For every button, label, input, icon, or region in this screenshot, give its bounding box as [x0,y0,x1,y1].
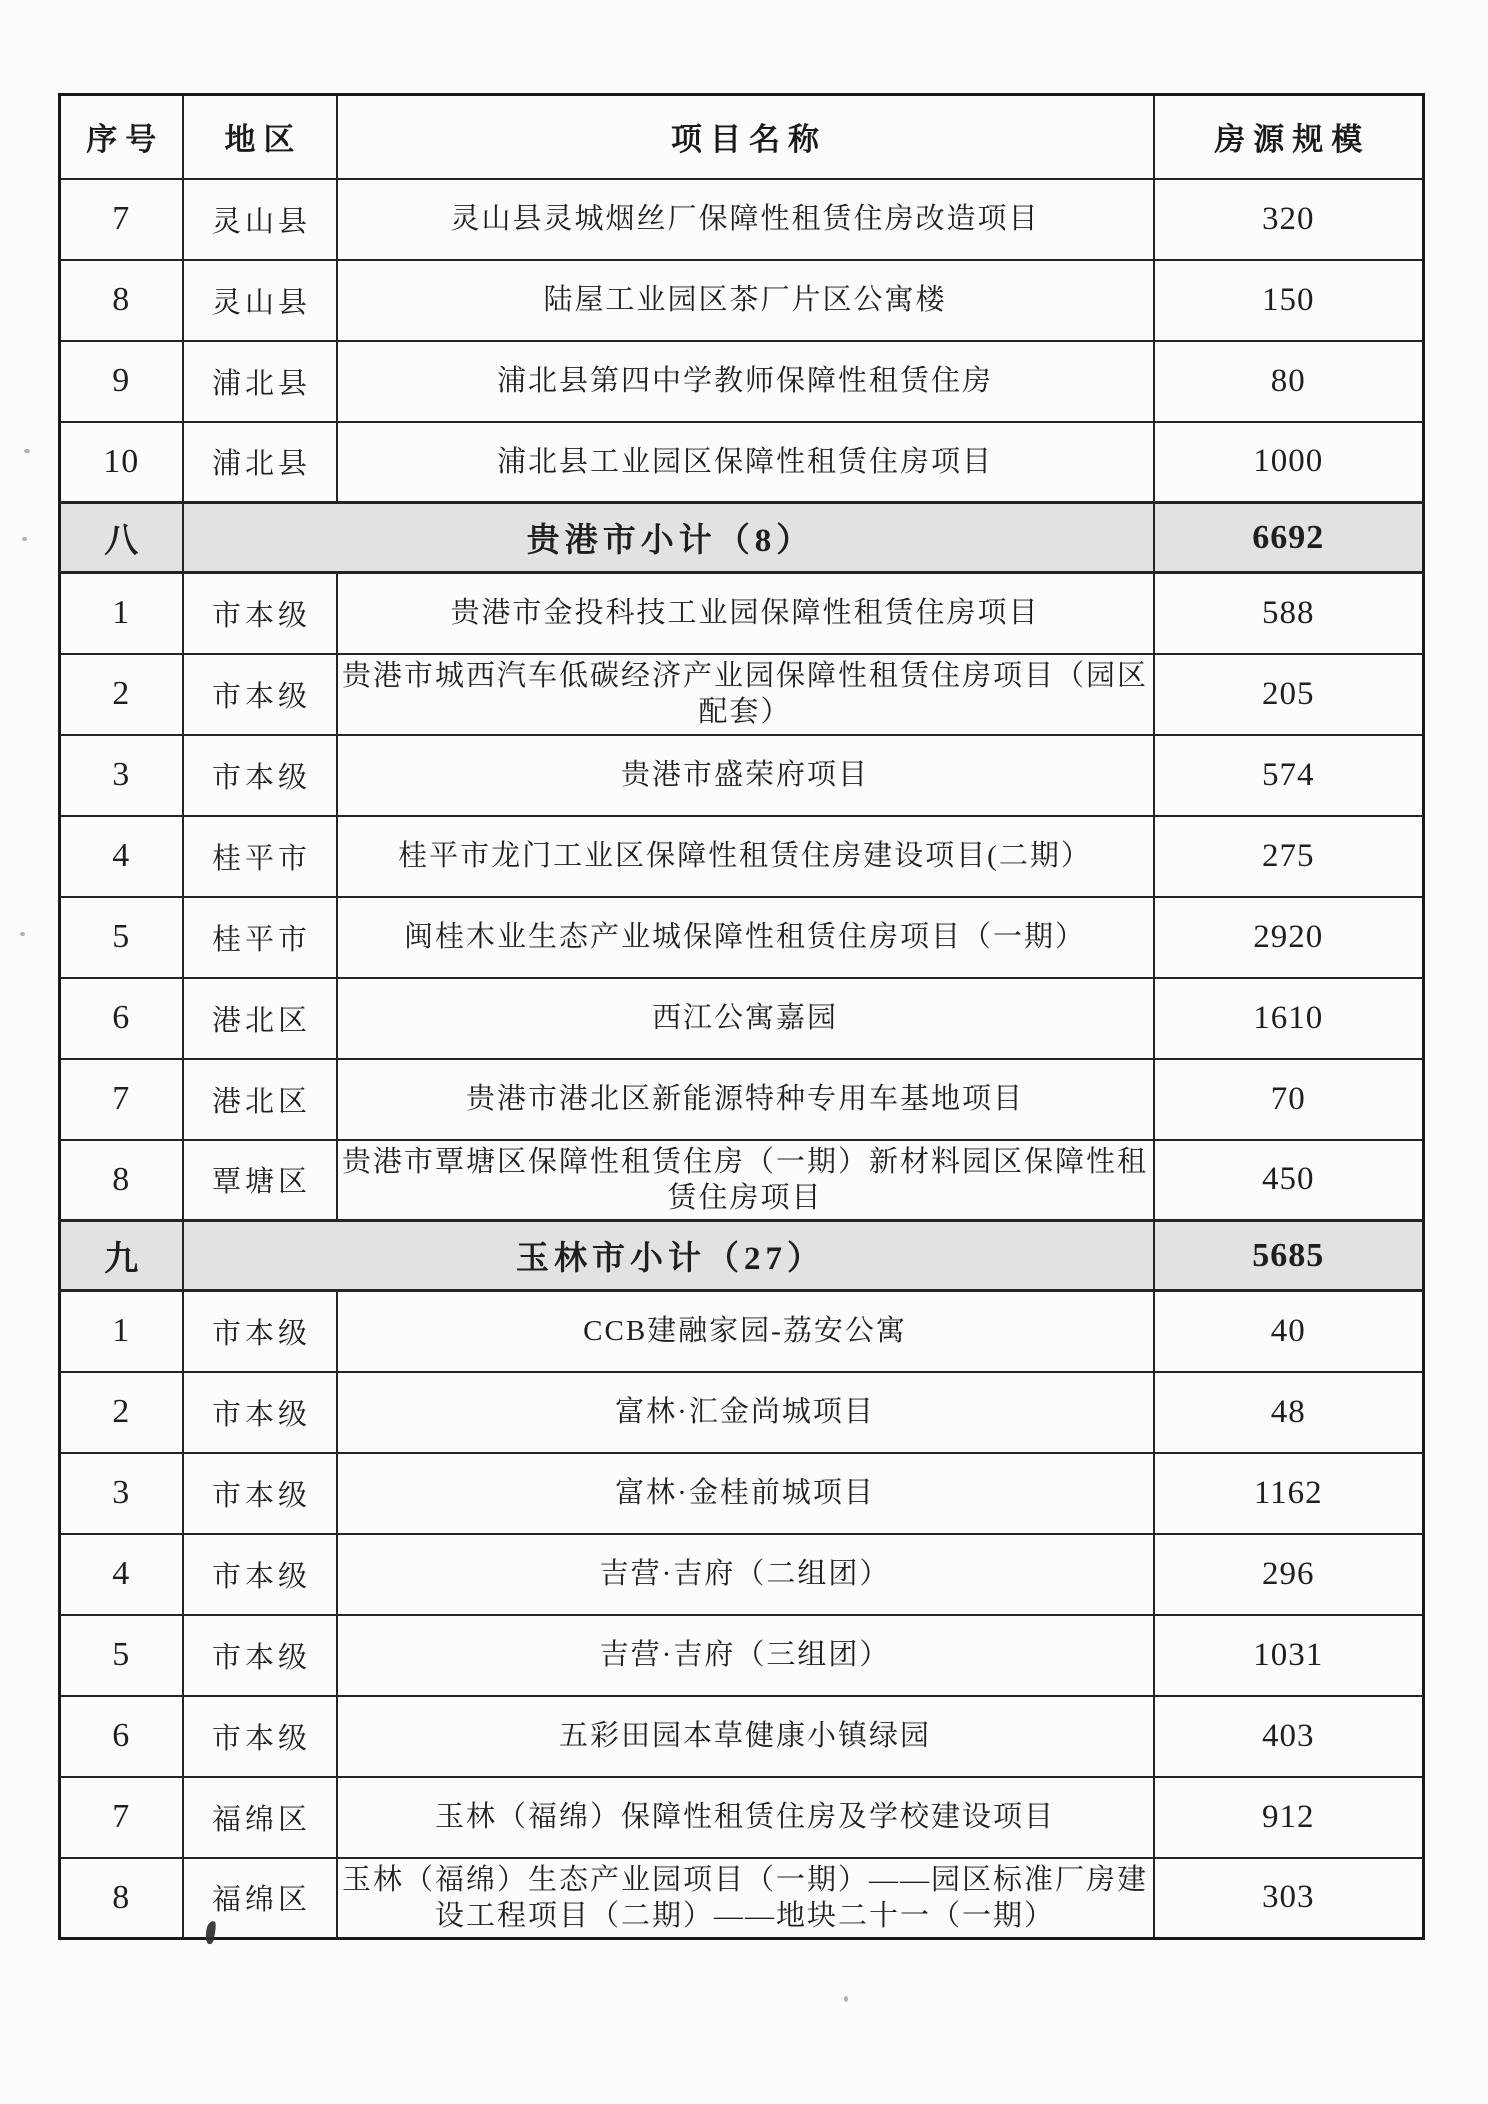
cell-project: 浦北县工业园区保障性租赁住房项目 [337,422,1154,503]
table-row [60,1534,1424,1615]
cell-region: 市本级 [183,654,337,735]
cell-project: CCB建融家园-荔安公寓 [337,1291,1154,1372]
cell-scale: 450 [1154,1140,1424,1221]
cell-serial: 2 [60,1372,183,1453]
cell-serial: 7 [60,179,183,260]
housing-projects-table [58,93,1425,1940]
cell-serial: 3 [60,735,183,816]
cell-serial: 4 [60,816,183,897]
cell-region: 福绵区 [183,1777,337,1858]
table-row [60,573,1424,654]
cell-section-number: 九 [60,1221,183,1291]
cell-scale: 303 [1154,1858,1424,1939]
cell-project: 五彩田园本草健康小镇绿园 [337,1696,1154,1777]
cell-region: 市本级 [183,1534,337,1615]
cell-region: 市本级 [183,1372,337,1453]
cell-region: 市本级 [183,573,337,654]
cell-scale: 574 [1154,735,1424,816]
cell-region: 市本级 [183,1291,337,1372]
cell-project: 吉营·吉府（三组团） [337,1615,1154,1696]
cell-scale: 2920 [1154,897,1424,978]
table-row [60,735,1424,816]
cell-scale: 1000 [1154,422,1424,503]
cell-serial: 5 [60,1615,183,1696]
cell-project: 贵港市金投科技工业园保障性租赁住房项目 [337,573,1154,654]
cell-region: 市本级 [183,1453,337,1534]
cell-subtotal-scale: 6692 [1154,503,1424,573]
cell-region: 浦北县 [183,341,337,422]
cell-project: 闽桂木业生态产业城保障性租赁住房项目（一期） [337,897,1154,978]
table-header-row [60,95,1424,179]
cell-serial: 8 [60,1858,183,1939]
cell-project: 吉营·吉府（二组团） [337,1534,1154,1615]
scan-speck [22,537,27,541]
header-serial-number: 序号 [60,95,183,179]
cell-region: 市本级 [183,1615,337,1696]
cell-section-number: 八 [60,503,183,573]
cell-project: 贵港市盛荣府项目 [337,735,1154,816]
cell-serial: 9 [60,341,183,422]
cell-region: 港北区 [183,978,337,1059]
cell-scale: 150 [1154,260,1424,341]
cell-project: 富林·汇金尚城项目 [337,1372,1154,1453]
table-row [60,1696,1424,1777]
subtotal-row-yulin [60,1221,1424,1291]
cell-region: 浦北县 [183,422,337,503]
cell-region: 灵山县 [183,260,337,341]
table-row [60,1858,1424,1939]
table-row [60,422,1424,503]
cell-region: 市本级 [183,735,337,816]
cell-serial: 8 [60,1140,183,1221]
table-row [60,341,1424,422]
table-row [60,1777,1424,1858]
cell-serial: 4 [60,1534,183,1615]
table-row [60,816,1424,897]
cell-region: 福绵区 [183,1858,337,1939]
cell-scale: 296 [1154,1534,1424,1615]
cell-region: 港北区 [183,1059,337,1140]
header-region: 地区 [183,95,337,179]
cell-serial: 7 [60,1059,183,1140]
table-row [60,1059,1424,1140]
table-row [60,897,1424,978]
cell-serial: 6 [60,1696,183,1777]
cell-scale: 912 [1154,1777,1424,1858]
cell-serial: 10 [60,422,183,503]
cell-serial: 1 [60,573,183,654]
cell-region: 覃塘区 [183,1140,337,1221]
cell-scale: 403 [1154,1696,1424,1777]
cell-serial: 2 [60,654,183,735]
cell-scale: 1031 [1154,1615,1424,1696]
table-row [60,1453,1424,1534]
cell-project: 桂平市龙门工业区保障性租赁住房建设项目(二期） [337,816,1154,897]
cell-region: 灵山县 [183,179,337,260]
cell-scale: 40 [1154,1291,1424,1372]
cell-scale: 1162 [1154,1453,1424,1534]
cell-scale: 205 [1154,654,1424,735]
cell-serial: 5 [60,897,183,978]
cell-project: 陆屋工业园区茶厂片区公寓楼 [337,260,1154,341]
cell-serial: 1 [60,1291,183,1372]
header-housing-scale: 房源规模 [1154,95,1424,179]
scan-speck [844,1996,848,2002]
cell-subtotal-label: 贵港市小计（8） [183,503,1154,573]
cell-subtotal-label: 玉林市小计（27） [183,1221,1154,1291]
cell-scale: 48 [1154,1372,1424,1453]
cell-region: 市本级 [183,1696,337,1777]
scan-speck [20,932,25,936]
scan-speck [24,449,30,453]
cell-scale: 1610 [1154,978,1424,1059]
cell-serial: 3 [60,1453,183,1534]
cell-project: 浦北县第四中学教师保障性租赁住房 [337,341,1154,422]
table-row [60,179,1424,260]
cell-project: 西江公寓嘉园 [337,978,1154,1059]
cell-serial: 8 [60,260,183,341]
table-row [60,1372,1424,1453]
table-row [60,1291,1424,1372]
cell-region: 桂平市 [183,816,337,897]
table-row [60,978,1424,1059]
cell-scale: 320 [1154,179,1424,260]
cell-scale: 80 [1154,341,1424,422]
cell-project: 玉林（福绵）生态产业园项目（一期）——园区标准厂房建设工程项目（二期）——地块二十一（一期） [337,1858,1154,1939]
cell-project: 贵港市覃塘区保障性租赁住房（一期）新材料园区保障性租赁住房项目 [337,1140,1154,1221]
cell-project: 富林·金桂前城项目 [337,1453,1154,1534]
table-row [60,260,1424,341]
cell-project: 灵山县灵城烟丝厂保障性租赁住房改造项目 [337,179,1154,260]
cell-region: 桂平市 [183,897,337,978]
cell-project: 玉林（福绵）保障性租赁住房及学校建设项目 [337,1777,1154,1858]
cell-scale: 275 [1154,816,1424,897]
cell-project: 贵港市城西汽车低碳经济产业园保障性租赁住房项目（园区配套） [337,654,1154,735]
table-row [60,654,1424,735]
cell-serial: 6 [60,978,183,1059]
cell-scale: 588 [1154,573,1424,654]
header-project-name: 项目名称 [337,95,1154,179]
cell-scale: 70 [1154,1059,1424,1140]
cell-subtotal-scale: 5685 [1154,1221,1424,1291]
table-row [60,1140,1424,1221]
cell-serial: 7 [60,1777,183,1858]
table-row [60,1615,1424,1696]
subtotal-row-guigang [60,503,1424,573]
cell-project: 贵港市港北区新能源特种专用车基地项目 [337,1059,1154,1140]
